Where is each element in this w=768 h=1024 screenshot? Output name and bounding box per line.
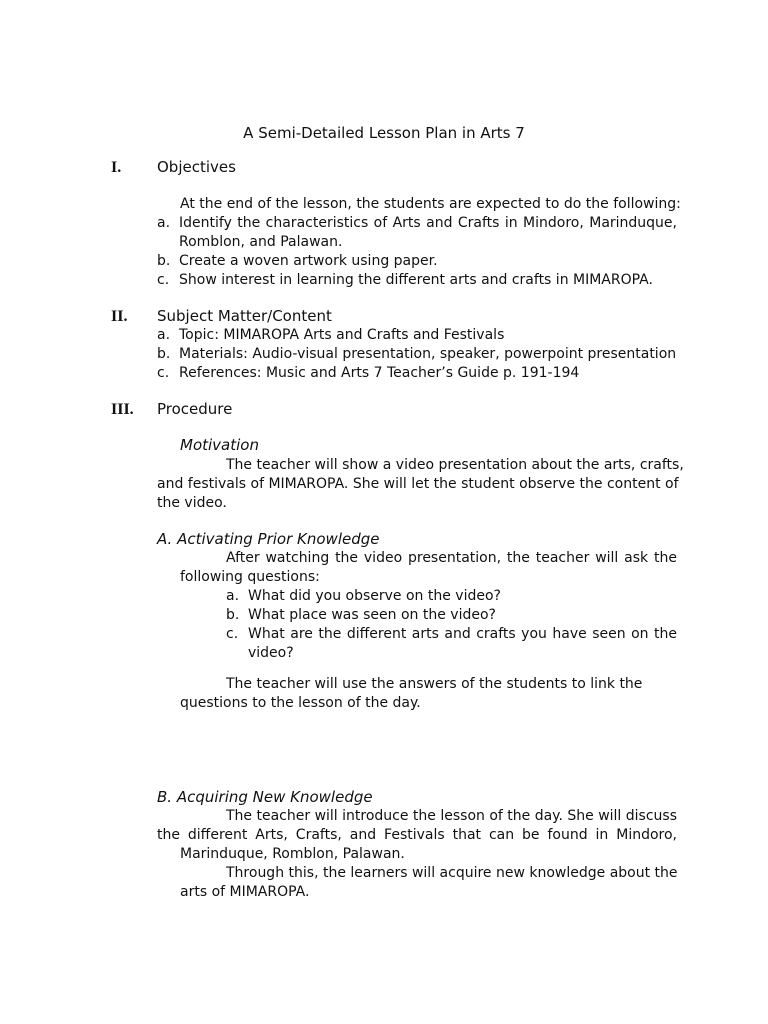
list-marker: c. xyxy=(226,626,239,642)
paragraph-line: Through this, the learners will acquire new knowledge about the xyxy=(226,865,678,881)
objectives-list xyxy=(157,214,677,290)
motivation-heading: Motivation xyxy=(180,436,259,454)
section-2-heading: Subject Matter/Content xyxy=(157,307,332,325)
paragraph-line: the different Arts, Crafts, and Festivals that can be found in Mindoro, xyxy=(157,827,677,843)
list-item-text-cont: Romblon, and Palawan. xyxy=(179,234,343,250)
list-item-text: What did you observe on the video? xyxy=(248,588,501,604)
paragraph-line: arts of MIMAROPA. xyxy=(180,884,310,900)
questions-list xyxy=(226,587,677,663)
motivation-paragraph xyxy=(157,456,684,513)
list-item xyxy=(226,625,677,663)
list-marker: a. xyxy=(157,327,171,343)
part-a-paragraph xyxy=(180,549,677,587)
paragraph-line: following questions: xyxy=(180,569,320,585)
list-item xyxy=(226,606,677,625)
section-3-heading: Procedure xyxy=(157,400,233,418)
paragraph-line: After watching the video presentation, the teacher will ask the xyxy=(226,550,677,566)
paragraph-line: the video. xyxy=(157,495,227,511)
list-item xyxy=(157,271,677,290)
objectives-intro: At the end of the lesson, the students are expected to do the following: xyxy=(180,196,681,212)
part-a-closing-line-1: The teacher will use the answers of the students to link the xyxy=(226,676,643,692)
list-marker: a. xyxy=(157,215,171,231)
list-item-text: Materials: Audio-visual presentation, speaker, powerpoint presentation xyxy=(179,346,677,362)
section-1-number: I. xyxy=(111,159,122,176)
part-a-heading: A. Activating Prior Knowledge xyxy=(157,530,380,548)
list-item-text: Create a woven artwork using paper. xyxy=(179,253,438,269)
list-item xyxy=(157,214,677,252)
part-b-paragraph xyxy=(157,807,678,902)
list-item-text: Identify the characteristics of Arts and Crafts in Mindoro, Marinduque, xyxy=(179,215,677,231)
list-marker: c. xyxy=(157,365,170,381)
list-item xyxy=(157,326,677,345)
list-item xyxy=(157,345,677,364)
list-item-text: References: Music and Arts 7 Teacher’s Guide p. 191-194 xyxy=(179,365,580,381)
list-item-text: What place was seen on the video? xyxy=(248,607,496,623)
list-item-text-cont: video? xyxy=(248,645,294,661)
list-item xyxy=(157,364,677,383)
part-b-heading: B. Acquiring New Knowledge xyxy=(157,788,373,806)
subject-matter-list xyxy=(157,326,677,383)
list-marker: b. xyxy=(157,346,171,362)
paragraph-line: The teacher will introduce the lesson of the day. She will discuss xyxy=(226,808,677,824)
list-item-text: Topic: MIMAROPA Arts and Crafts and Festivals xyxy=(179,327,505,343)
list-marker: a. xyxy=(226,588,240,604)
list-item-text: What are the different arts and crafts you have seen on the xyxy=(248,626,677,642)
paragraph-line: The teacher will show a video presentation about the arts, crafts, xyxy=(226,457,684,473)
paragraph-line: Marinduque, Romblon, Palawan. xyxy=(180,846,405,862)
document-title: A Semi-Detailed Lesson Plan in Arts 7 xyxy=(243,124,525,142)
list-marker: b. xyxy=(226,607,240,623)
section-1-heading: Objectives xyxy=(157,158,236,176)
list-marker: c. xyxy=(157,272,170,288)
list-marker: b. xyxy=(157,253,171,269)
list-item xyxy=(226,587,677,606)
list-item xyxy=(157,252,677,271)
part-a-closing-line-2: questions to the lesson of the day. xyxy=(180,695,421,711)
section-2-number: II. xyxy=(111,308,128,325)
section-3-number: III. xyxy=(111,401,134,418)
list-item-text: Show interest in learning the different arts and crafts in MIMAROPA. xyxy=(179,272,653,288)
paragraph-line: and festivals of MIMAROPA. She will let the student observe the content of xyxy=(157,476,679,492)
